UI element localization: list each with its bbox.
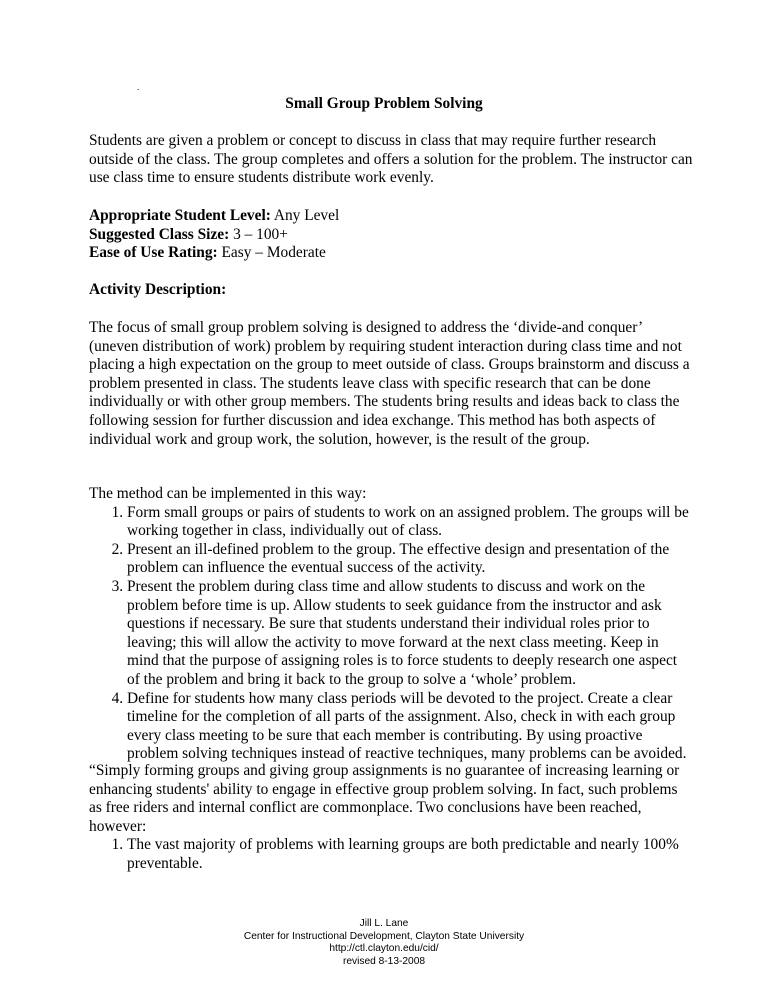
meta-level (89, 207, 693, 226)
page-footer (0, 918, 768, 968)
footer-org: Center for Instructional Development, Clayton State University (243, 930, 525, 942)
method-section (89, 485, 693, 764)
footer-url[interactable]: http://ctl.clayton.edu/cid/ (329, 943, 439, 955)
meta-label: Suggested Class Size: (89, 225, 230, 243)
meta-block (89, 207, 693, 263)
meta-value: 3 – 100+ (229, 225, 288, 243)
list-item: 2. Present an ill-defined problem to the group. The effective design and presentation of the problem can influence the eventual success of the activity. (127, 541, 693, 578)
footer-revised: revised 8-13-2008 (342, 955, 426, 967)
footer-author: Jill L. Lane (359, 918, 409, 929)
quote-section (89, 762, 693, 874)
stray-mark: . (137, 82, 140, 92)
quote-steps (89, 836, 693, 873)
activity-heading: Activity Description: (89, 281, 227, 298)
meta-ease (89, 244, 693, 263)
meta-size (89, 226, 693, 245)
quote-paragraph: “Simply forming groups and giving group assignments is no guarantee of increasing learning or enhancing students' ability to engage in effective group problem solving. In fact, such problems as free riders and internal conflict are commonplace. Two conclusions have been reached, however: (89, 762, 680, 835)
list-item: 1. Form small groups or pairs of students to work on an assigned problem. The groups will be working together in class, individually out of class. (127, 504, 693, 541)
list-item: 1. The vast majority of problems with learning groups are both predictable and nearly 100% preventable. (127, 836, 693, 873)
meta-label: Appropriate Student Level: (89, 207, 271, 224)
activity-paragraph: The focus of small group problem solving is designed to address the ‘divide-and conquer’ (uneven distribution of work) problem by requiring student interaction during class time and not placing a high expectation on the group to meet outside of class. Groups brainstorm and discuss a problem presented in class. The students leave class with specific research that can be done individually or with other group members. The students bring results and ideas back to class the following session for further discussion and idea exchange. This method has both aspects of individual work and group work, the solution, however, is the result of the group. (89, 319, 690, 448)
method-intro: The method can be implemented in this way: (89, 485, 367, 502)
meta-value: Any Level (270, 207, 340, 224)
page-title: Small Group Problem Solving (285, 95, 483, 112)
list-item: 3. Present the problem during class time and allow students to discuss and work on the problem before time is up. Allow students to seek guidance from the instructor and ask questions if necessary. Be sure that students understand their individual roles prior to leaving; this will allow the activity to move forward at the next class meeting. Keep in mind that the purpose of assigning roles is to force students to deeply research one aspect of the problem and bring it back to the group to solve a ‘whole’ problem. (127, 578, 693, 690)
method-steps (89, 504, 693, 764)
intro-paragraph: Students are given a problem or concept to discuss in class that may require further research outside of the class. The group completes and offers a solution for the problem. The instructor can use class time to ensure students distribute work evenly. (89, 132, 693, 187)
meta-value: Easy – Moderate (217, 244, 326, 262)
meta-label: Ease of Use Rating: (89, 244, 218, 262)
list-item: 4. Define for students how many class periods will be devoted to the project. Create a clear timeline for the completion of all parts of the assignment. Also, check in with each group every class meeting to be sure that each member is contributing. By using proactive problem solving techniques instead of reactive techniques, many problems can be avoided. (127, 690, 693, 764)
